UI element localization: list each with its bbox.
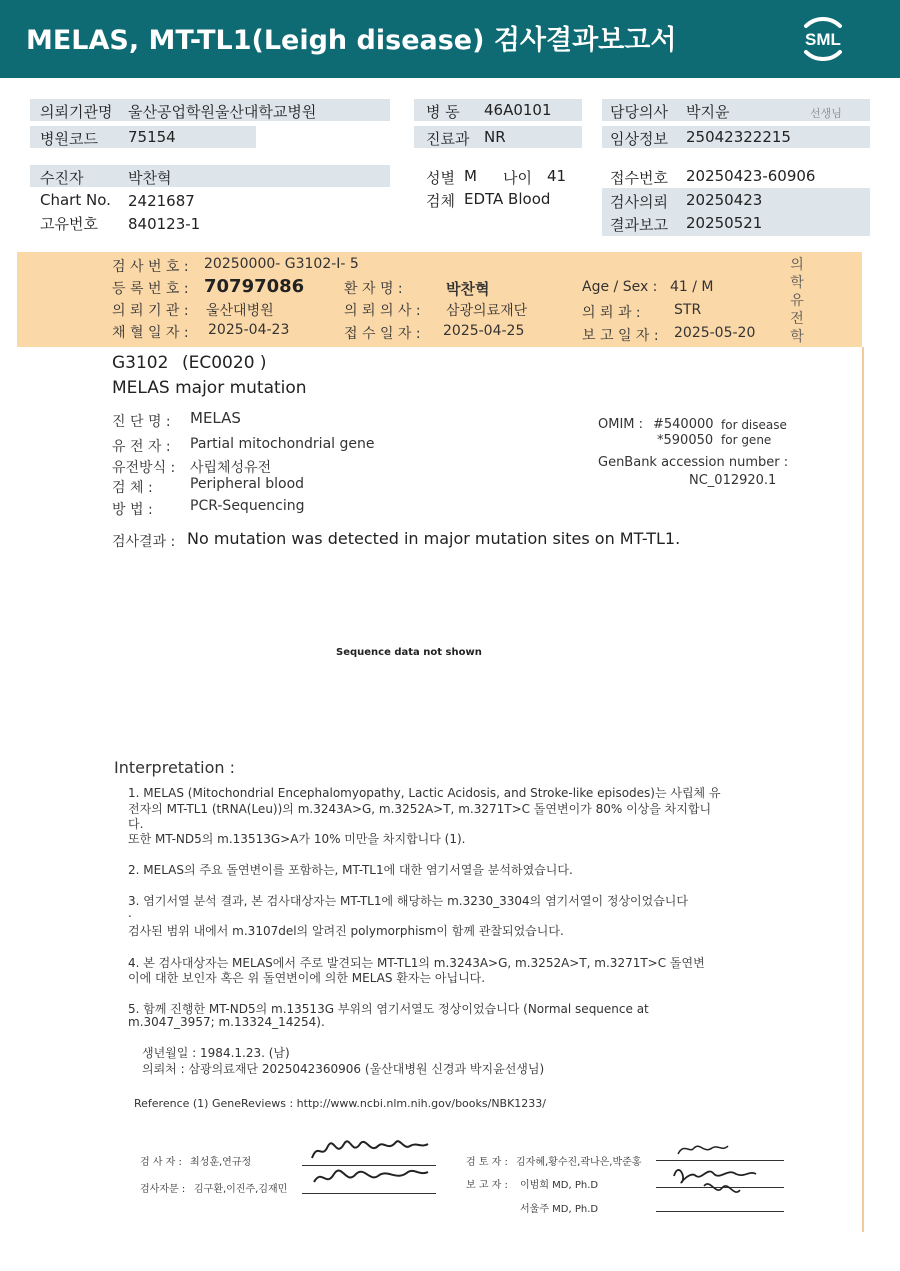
- omim-gene-note: for gene: [721, 433, 772, 447]
- requesting-doctor-label: 의 뢰 의 사 :: [344, 303, 421, 319]
- interp-3c: 검사된 범위 내에서 m.3107del의 알려진 polymorphism이 함께 관찰되었습니다.: [128, 924, 564, 938]
- requesting-doctor-value: 삼광의료재단: [446, 303, 528, 319]
- gene-value: Partial mitochondrial gene: [190, 436, 375, 452]
- interp-5a: 5. 함께 진행한 MT-ND5의 m.13513G 부위의 염기서열도 정상이었습니다 (Normal sequence at: [128, 1002, 649, 1016]
- institution-value: 울산공업학원울산대학교병원: [128, 103, 317, 121]
- test-name: MELAS major mutation: [112, 378, 307, 398]
- interp-1a: 1. MELAS (Mitochondrial Encephalomyopathy, Lactic Acidosis, and Stroke-like episodes)는 사립체 유: [128, 786, 721, 800]
- report-date-value: 2025-05-20: [674, 325, 756, 341]
- tester-label: 검 사 자 :: [140, 1157, 182, 1168]
- department-label: 진료과: [426, 130, 470, 148]
- reporter1-value: 이범희 MD, Ph.D: [520, 1180, 599, 1191]
- specimen-scan-label: 검 체 :: [112, 480, 153, 496]
- inheritance-value: 사립체성유전: [190, 460, 272, 476]
- omim-disease: #540000: [653, 417, 714, 432]
- chart-no-label: Chart No.: [40, 191, 111, 209]
- age-label: 나이: [503, 169, 532, 187]
- dept-scan-label: 의 뢰 과 :: [582, 305, 641, 321]
- dept-scan-value: STR: [674, 302, 702, 318]
- patient-value: 박찬혁: [128, 169, 172, 187]
- reviewer-value: 김자혜,황수진,곽나은,박준홍: [516, 1157, 642, 1168]
- collection-date-value: 2025-04-23: [208, 322, 290, 338]
- interp-1d: 또한 MT-ND5의 m.13513G>A가 10% 미만을 차지합니다 (1).: [128, 832, 466, 846]
- patient-row-bg: [30, 165, 390, 187]
- requester-line: 의뢰처 : 삼광의료재단 2025042360906 (울산대병원 신경과 박지윤선생님): [142, 1062, 545, 1076]
- age-sex-label: Age / Sex :: [582, 279, 658, 295]
- doctor-value: 박지윤: [686, 103, 730, 121]
- age-value: 41: [547, 167, 567, 185]
- genbank-label: GenBank accession number :: [598, 455, 789, 470]
- interp-3a: 3. 염기서열 분석 결과, 본 검사대상자는 MT-TL1에 해당하는 m.3230_3304의 염기서열이 정상이었습니다: [128, 894, 688, 908]
- inheritance-label: 유전방식 :: [112, 460, 176, 476]
- method-value: PCR-Sequencing: [190, 498, 305, 514]
- chart-no-value: 2421687: [128, 192, 195, 210]
- advisor-label: 검사자문 :: [140, 1184, 186, 1195]
- tester-value: 최성훈,연규정: [190, 1157, 252, 1168]
- sml-logo: [796, 12, 850, 66]
- collection-date-label: 채 혈 일 자 :: [112, 325, 189, 341]
- receipt-date-value: 2025-04-25: [443, 323, 525, 339]
- sex-value: M: [464, 167, 477, 185]
- ward-label: 병 동: [426, 103, 460, 121]
- unique-no-value: 840123-1: [128, 215, 201, 233]
- institution-scan-value: 울산대병원: [206, 303, 274, 319]
- interp-1c: 다.: [128, 817, 144, 831]
- logo-text: SML: [805, 30, 841, 49]
- interp-1b: 전자의 MT-TL1 (tRNA(Leu))의 m.3243A>G, m.3252A>T, m.3271T>C 돌연변이가 80% 이상을 차지합니: [128, 802, 712, 816]
- specimen-label: 검체: [426, 192, 455, 210]
- gene-label: 유 전 자 :: [112, 439, 171, 455]
- genbank-value: NC_012920.1: [689, 473, 777, 488]
- patient-name-value: 박찬혁: [446, 280, 490, 298]
- department-vertical-label: 의학유전학: [790, 257, 804, 345]
- receipt-date-label: 접 수 일 자 :: [344, 326, 421, 342]
- interp-5b: m.3047_3957; m.13324_14254).: [128, 1015, 325, 1029]
- patient-label: 수진자: [40, 169, 84, 187]
- test-code-sub: (EC0020 ): [182, 353, 267, 373]
- interp-4a: 4. 본 검사대상자는 MELAS에서 주로 발견되는 MT-TL1의 m.3243A>G, m.3252A>T, m.3271T>C 돌연변: [128, 956, 705, 970]
- unique-no-label: 고유번호: [40, 215, 98, 233]
- interpretation-title: Interpretation :: [114, 758, 235, 777]
- advisor-value: 김구환,이진주,김재민: [194, 1184, 288, 1195]
- reg-no-value: 70797086: [204, 276, 305, 297]
- diagnosis-label: 진 단 명 :: [112, 414, 171, 430]
- reg-no-label: 등 록 번 호 :: [112, 281, 189, 297]
- reviewer-signature-icon: [664, 1140, 774, 1220]
- institution-label: 의뢰기관명: [40, 103, 113, 121]
- interp-2: 2. MELAS의 주요 돌연변이를 포함하는, MT-TL1에 대한 염기서열을 분석하였습니다.: [128, 863, 573, 877]
- specimen-value: EDTA Blood: [464, 190, 551, 208]
- test-request-value: 20250423: [686, 191, 763, 209]
- report-title: MELAS, MT-TL1(Leigh disease) 검사결과보고서: [26, 25, 677, 56]
- doctor-suffix: 선생님: [810, 107, 842, 120]
- omim-gene: *590050: [657, 433, 714, 448]
- birth-line: 생년월일 : 1984.1.23. (남): [142, 1046, 290, 1060]
- clinical-info-value: 25042322215: [686, 128, 791, 146]
- doctor-label: 담당의사: [610, 103, 668, 121]
- receipt-no-value: 20250423-60906: [686, 167, 816, 185]
- result-report-label: 결과보고: [610, 216, 668, 234]
- hospital-code-label: 병원코드: [40, 130, 98, 148]
- patient-name-label: 환 자 명 :: [344, 281, 403, 297]
- specimen-scan-value: Peripheral blood: [190, 476, 305, 492]
- receipt-no-label: 접수번호: [610, 169, 668, 187]
- result-label: 검사결과 :: [112, 534, 176, 550]
- test-no-value: 20250000- G3102-I- 5: [204, 256, 359, 272]
- ward-value: 46A0101: [484, 101, 552, 119]
- method-label: 방 법 :: [112, 502, 153, 518]
- department-value: NR: [484, 128, 506, 146]
- hospital-code-value: 75154: [128, 128, 176, 146]
- reporter-label: 보 고 자 :: [466, 1180, 508, 1191]
- result-report-value: 20250521: [686, 214, 763, 232]
- omim-disease-note: for disease: [721, 418, 787, 432]
- result-value: No mutation was detected in major mutation sites on MT-TL1.: [187, 529, 681, 548]
- sex-label: 성별: [426, 169, 455, 187]
- test-no-label: 검 사 번 호 :: [112, 259, 189, 275]
- age-sex-value: 41 / M: [670, 279, 714, 295]
- omim-label: OMIM :: [598, 417, 644, 432]
- clinical-info-label: 임상정보: [610, 130, 668, 148]
- reference-line: Reference (1) GeneReviews : http://www.ncbi.nlm.nih.gov/books/NBK1233/: [134, 1097, 547, 1110]
- institution-scan-label: 의 뢰 기 관 :: [112, 303, 189, 319]
- report-date-label: 보 고 일 자 :: [582, 328, 659, 344]
- test-code: G3102: [112, 353, 169, 373]
- test-request-label: 검사의뢰: [610, 193, 668, 211]
- interp-4b: 이에 대한 보인자 혹은 위 돌연변이에 의한 MELAS 환자는 아닙니다.: [128, 971, 486, 985]
- reporter2-value: 서울주 MD, Ph.D: [520, 1204, 599, 1215]
- diagnosis-value: MELAS: [190, 409, 241, 427]
- interp-3b: .: [128, 906, 132, 920]
- tester-signature-icon: [304, 1132, 434, 1196]
- sequence-note: Sequence data not shown: [336, 647, 482, 658]
- reviewer-label: 검 토 자 :: [466, 1157, 508, 1168]
